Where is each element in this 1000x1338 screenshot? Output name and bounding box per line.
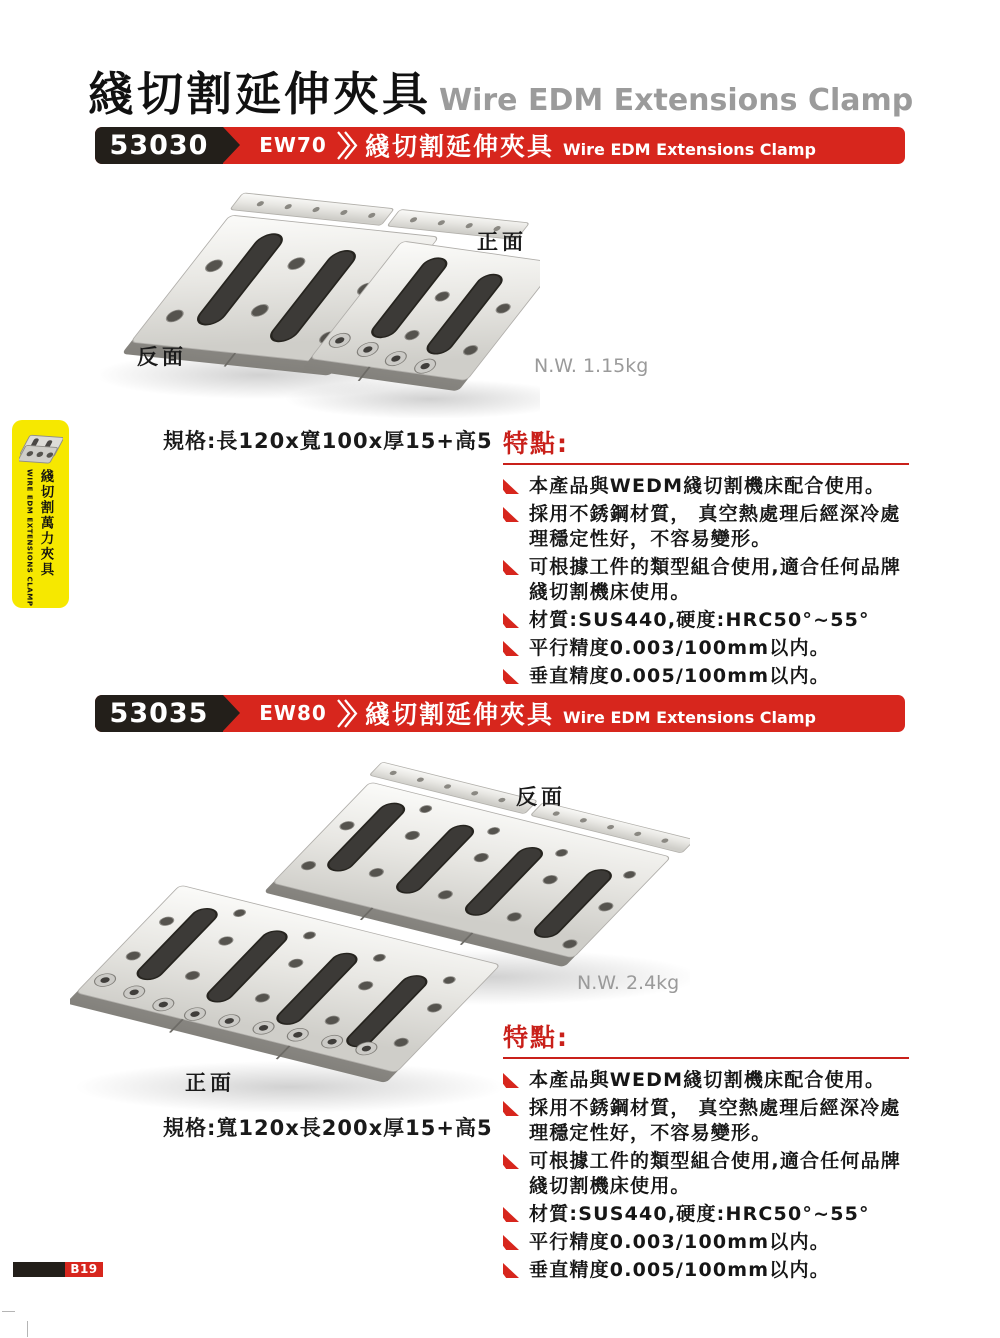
crop-mark bbox=[2, 1311, 15, 1312]
triangle-bullet-icon bbox=[503, 1154, 519, 1169]
net-weight: N.W. 1.15kg bbox=[534, 355, 649, 377]
feature-item: 垂直精度0.005/100mm以内。 bbox=[503, 664, 909, 689]
sidebar-category-tab bbox=[12, 420, 69, 608]
footer-bar bbox=[13, 1262, 65, 1277]
chevron-icon bbox=[336, 699, 360, 728]
page-title bbox=[88, 58, 913, 124]
triangle-bullet-icon bbox=[503, 1101, 519, 1116]
features-title: 特點: bbox=[503, 1023, 569, 1052]
triangle-bullet-icon bbox=[503, 479, 519, 494]
product-banner-53030 bbox=[95, 127, 905, 164]
features-list bbox=[503, 1068, 909, 1283]
front-side-label: 正面 bbox=[477, 230, 527, 254]
banner-title-zh: 綫切割延伸夾具 bbox=[365, 132, 555, 161]
feature-item: 材質:SUS440,硬度:HRC50°~55° bbox=[503, 608, 909, 633]
back-side-label: 反面 bbox=[137, 345, 187, 369]
model-label: EW70 bbox=[259, 133, 327, 157]
feature-item: 可根據工件的類型組合使用,適合任何品牌綫切割機床使用。 bbox=[503, 555, 909, 605]
banner-title bbox=[365, 695, 816, 732]
crop-mark bbox=[27, 1321, 28, 1337]
product-code-chip: 53035 bbox=[95, 695, 223, 732]
chevron-icon bbox=[336, 131, 360, 160]
triangle-bullet-icon bbox=[503, 1073, 519, 1088]
chip-point-decoration bbox=[223, 695, 240, 731]
feature-item: 可根據工件的類型組合使用,適合任何品牌綫切割機床使用。 bbox=[503, 1149, 909, 1199]
feature-item: 平行精度0.003/100mm以内。 bbox=[503, 1230, 909, 1255]
feature-item: 本產品與WEDM綫切割機床配合使用。 bbox=[503, 1068, 909, 1093]
page-title-zh: 綫切割延伸夾具 bbox=[88, 67, 431, 121]
triangle-bullet-icon bbox=[503, 1207, 519, 1222]
back-side-label: 反面 bbox=[516, 785, 566, 809]
page-number-badge: B19 bbox=[65, 1262, 103, 1277]
features-block-53030 bbox=[503, 424, 909, 692]
features-underline bbox=[503, 463, 909, 465]
banner-title bbox=[365, 127, 816, 164]
triangle-bullet-icon bbox=[503, 1263, 519, 1278]
triangle-bullet-icon bbox=[503, 1235, 519, 1250]
feature-item: 採用不銹鋼材質， 真空熱處理后經深冷處理穩定性好，不容易變形。 bbox=[503, 1096, 909, 1146]
tab-labels bbox=[26, 469, 56, 607]
feature-item: 採用不銹鋼材質， 真空熱處理后經深冷處理穩定性好，不容易變形。 bbox=[503, 502, 909, 552]
feature-item: 垂直精度0.005/100mm以内。 bbox=[503, 1258, 909, 1283]
feature-item: 材質:SUS440,硬度:HRC50°~55° bbox=[503, 1202, 909, 1227]
net-weight: N.W. 2.4kg bbox=[577, 972, 680, 994]
feature-item: 平行精度0.003/100mm以内。 bbox=[503, 636, 909, 661]
features-block-53035 bbox=[503, 1018, 909, 1286]
banner-title-en: Wire EDM Extensions Clamp bbox=[563, 708, 816, 727]
features-list bbox=[503, 474, 909, 689]
product-photo-ew70 bbox=[100, 183, 540, 418]
front-side-label: 正面 bbox=[185, 1071, 235, 1095]
features-underline bbox=[503, 1057, 909, 1059]
tab-label-zh: 綫切割萬力夾具 bbox=[37, 469, 54, 578]
banner-title-en: Wire EDM Extensions Clamp bbox=[563, 140, 816, 159]
feature-item: 本產品與WEDM綫切割機床配合使用。 bbox=[503, 474, 909, 499]
banner-title-zh: 綫切割延伸夾具 bbox=[365, 700, 555, 729]
triangle-bullet-icon bbox=[503, 641, 519, 656]
tab-label-en: WIRE EDM EXTENSIONS CLAMP bbox=[25, 469, 34, 607]
model-label: EW80 bbox=[259, 701, 327, 725]
page-title-en: Wire EDM Extensions Clamp bbox=[439, 83, 914, 118]
tab-thumbnail-image bbox=[19, 427, 63, 465]
triangle-bullet-icon bbox=[503, 507, 519, 522]
spec-line: 規格:長120x寬100x厚15+高5 bbox=[163, 429, 493, 453]
product-code-chip: 53030 bbox=[95, 127, 223, 164]
spec-line: 規格:寬120x長200x厚15+高5 bbox=[163, 1116, 493, 1140]
chip-point-decoration bbox=[223, 127, 240, 163]
features-title: 特點: bbox=[503, 429, 569, 458]
triangle-bullet-icon bbox=[503, 560, 519, 575]
triangle-bullet-icon bbox=[503, 613, 519, 628]
triangle-bullet-icon bbox=[503, 669, 519, 684]
product-banner-53035 bbox=[95, 695, 905, 732]
